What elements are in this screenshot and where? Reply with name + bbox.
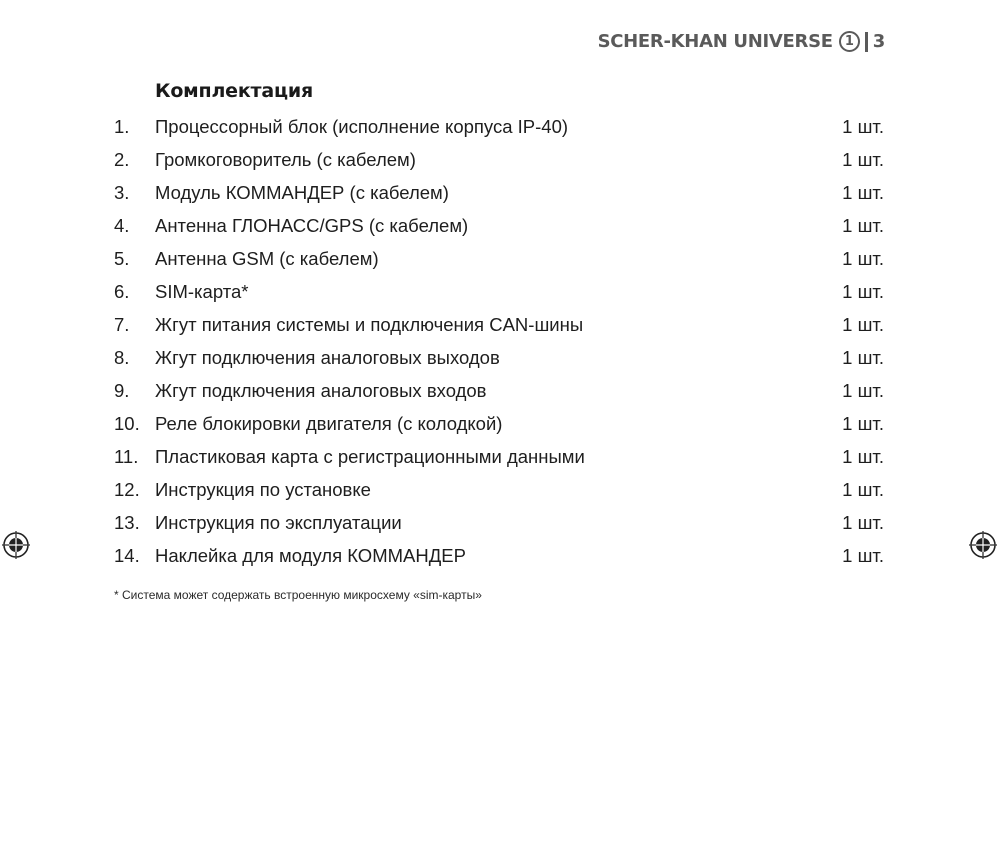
- item-number: 11.: [114, 446, 139, 467]
- item-number: 6.: [114, 281, 130, 302]
- list-item: [114, 143, 886, 176]
- item-name: Наклейка для модуля КОММАНДЕР: [155, 545, 466, 566]
- registration-mark-icon: [968, 530, 998, 560]
- list-item: [114, 275, 886, 308]
- list-item: [114, 341, 886, 374]
- item-name: Модуль КОММАНДЕР (с кабелем): [155, 182, 449, 203]
- brand-title: SCHER-KHAN UNIVERSE: [597, 31, 833, 52]
- item-quantity: 1 шт.: [842, 215, 884, 236]
- item-quantity: 1 шт.: [842, 248, 884, 269]
- list-item: [114, 407, 886, 440]
- item-name: Реле блокировки двигателя (с колодкой): [155, 413, 503, 434]
- item-name: Инструкция по установке: [155, 479, 371, 500]
- item-quantity: 1 шт.: [842, 347, 884, 368]
- item-number: 3.: [114, 182, 130, 203]
- list-item: [114, 440, 886, 473]
- list-item: [114, 308, 886, 341]
- registration-mark-icon: [1, 530, 31, 560]
- item-number: 12.: [114, 479, 140, 500]
- item-quantity: 1 шт.: [842, 545, 884, 566]
- item-quantity: 1 шт.: [842, 380, 884, 401]
- item-number: 10.: [114, 413, 140, 434]
- list-item: [114, 473, 886, 506]
- item-name: Громкоговоритель (с кабелем): [155, 149, 416, 170]
- item-number: 2.: [114, 149, 130, 170]
- item-quantity: 1 шт.: [842, 446, 884, 467]
- item-number: 4.: [114, 215, 130, 236]
- item-quantity: 1 шт.: [842, 281, 884, 302]
- item-number: 14.: [114, 545, 140, 566]
- item-quantity: 1 шт.: [842, 116, 884, 137]
- item-name: Жгут подключения аналоговых выходов: [155, 347, 500, 368]
- item-name: Инструкция по эксплуатации: [155, 512, 402, 533]
- item-number: 5.: [114, 248, 130, 269]
- section-title: Комплектация: [155, 80, 313, 102]
- item-name: Жгут подключения аналоговых входов: [155, 380, 487, 401]
- item-name: Пластиковая карта с регистрационными данными: [155, 446, 585, 467]
- list-item: [114, 242, 886, 275]
- item-name: Жгут питания системы и подключения CAN-шины: [155, 314, 584, 335]
- item-number: 7.: [114, 314, 130, 335]
- package-contents-list: [114, 110, 886, 572]
- list-item: [114, 374, 886, 407]
- item-quantity: 1 шт.: [842, 314, 884, 335]
- item-quantity: 1 шт.: [842, 149, 884, 170]
- item-quantity: 1 шт.: [842, 479, 884, 500]
- page-number: 3: [872, 31, 885, 52]
- item-number: 8.: [114, 347, 130, 368]
- item-quantity: 1 шт.: [842, 413, 884, 434]
- item-name: SIM-карта*: [155, 281, 249, 302]
- header-separator: [865, 32, 868, 52]
- list-item: [114, 110, 886, 143]
- item-name: Антенна ГЛОНАСС/GPS (с кабелем): [155, 215, 469, 236]
- item-number: 9.: [114, 380, 130, 401]
- list-item: [114, 209, 886, 242]
- item-name: Процессорный блок (исполнение корпуса IP-40): [155, 116, 569, 137]
- item-quantity: 1 шт.: [842, 512, 884, 533]
- item-number: 13.: [114, 512, 140, 533]
- list-item: [114, 506, 886, 539]
- edition-badge: 1: [839, 31, 860, 52]
- footnote: * Система может содержать встроенную микросхему «sim-карты»: [114, 588, 482, 602]
- page-header: [598, 31, 885, 52]
- item-name: Антенна GSM (с кабелем): [155, 248, 379, 269]
- item-quantity: 1 шт.: [842, 182, 884, 203]
- item-number: 1.: [114, 116, 130, 137]
- list-item: [114, 539, 886, 572]
- list-item: [114, 176, 886, 209]
